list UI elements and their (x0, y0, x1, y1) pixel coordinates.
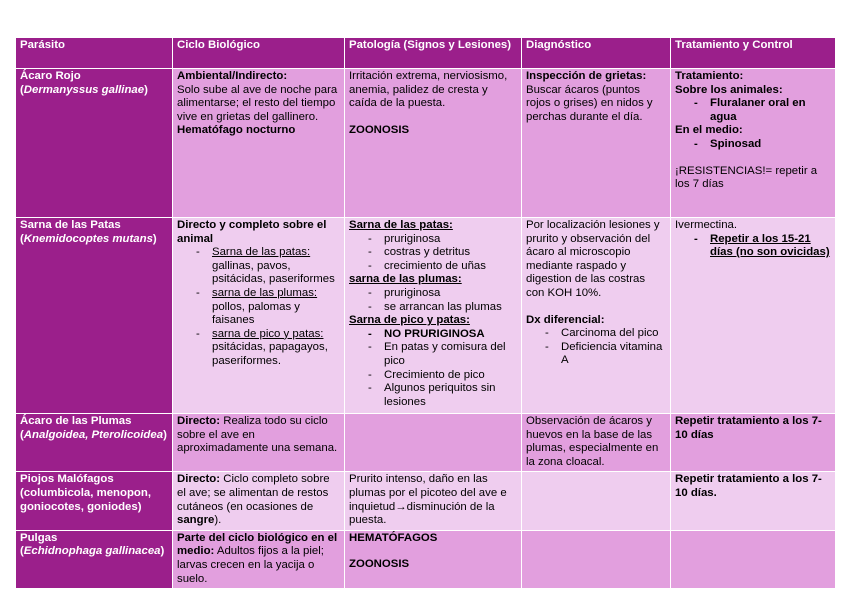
diagnostico-cell (522, 530, 671, 588)
scientific-name: Analgoidea, Pterolicoidea (23, 428, 164, 441)
table-row (16, 414, 836, 472)
header-tratamiento: Tratamiento y Control (671, 38, 836, 69)
tratamiento-cell: Tratamiento: Sobre los animales: - Fluralaner oral en agua En el medio: - Spinosad ¡RESISTENCIAS!= repetir a los 7 días (671, 69, 836, 218)
zoonosis-label: ZOONOSIS (349, 123, 410, 136)
parasite-name: Sarna de las Patas (20, 219, 121, 231)
parasite-cell: Piojos Malófagos (columbicola, menopon, goniocotes, goniodes) (16, 472, 173, 530)
diagnostico-cell (522, 472, 671, 530)
ciclo-cell: Ambiental/Indirecto: Solo sube al ave de noche para alimentarse; el resto del tiempo vive en grietas del gallinero. Hematófago nocturno (173, 69, 345, 218)
diagnostico-cell: Observación de ácaros y huevos en la base de las plumas, especialmente en la zona cloacal. (522, 414, 671, 472)
parasite-name: Pulgas (20, 531, 58, 544)
header-row (16, 38, 836, 69)
scientific-name: Echidnophaga gallinacea (23, 545, 161, 558)
ciclo-cell: Directo: Realiza todo su ciclo sobre el ave en aproximadamente una semana. (173, 414, 345, 472)
patologia-cell: Irritación extrema, nerviosismo, anemia, palidez de cresta y caída de la puesta. ZOONOSIS (345, 69, 522, 218)
table-row (16, 69, 836, 218)
ciclo-cell: Directo y completo sobre el animal - Sarna de las patas: gallinas, pavos, psitácidas, paseriformes - sarna de las plumas: pollos, palomas y faisanes - sarna de pico y patas: psitácidas, papagayos, paseriformes. (173, 218, 345, 414)
patologia-cell (345, 414, 522, 472)
patologia-cell: Sarna de las patas: - pruriginosa - costras y detritus - crecimiento de uñas sarna de las plumas: - pruriginosa - se arrancan las plumas Sarna de pico y patas: - NO PRURIGINOSA - En patas y comisura del pico - Crecimiento de pico - Algunos periquitos sin lesiones (345, 218, 522, 414)
scientific-name: Dermanyssus gallinae (23, 83, 145, 96)
scientific-name: Knemidocoptes mutans (23, 232, 153, 245)
header-parasito: Parásito (16, 38, 173, 69)
table-row (16, 530, 836, 588)
parasite-cell: Ácaro de las Plumas (Analgoidea, Pterolicoidea) (16, 414, 173, 472)
header-diagnostico: Diagnóstico (522, 38, 671, 69)
parasite-cell: Pulgas (Echidnophaga gallinacea) (16, 530, 173, 588)
parasite-cell: Sarna de las Patas (Knemidocoptes mutans) (16, 218, 173, 414)
parasite-table (15, 37, 836, 589)
list-item: - sarna de pico y patas: psitácidas, papagayos, paseriformes. (196, 328, 340, 369)
table-row (16, 472, 836, 530)
parasite-name: Ácaro Rojo (20, 70, 81, 82)
list-item: - Sarna de las patas: gallinas, pavos, psitácidas, paseriformes (196, 246, 340, 287)
zoonosis-label: ZOONOSIS (349, 558, 410, 571)
tratamiento-cell: Ivermectina. - Repetir a los 15-21 días (no son ovicidas) (671, 218, 836, 414)
table-row (16, 218, 836, 414)
list-item: - sarna de las plumas: pollos, palomas y faisanes (196, 287, 340, 328)
diagnostico-cell: Por localización lesiones y prurito y observación del ácaro al microscopio mediante raspado y digestion de las costras con KOH 10%. Dx diferencial: - Carcinoma del pico - Deficiencia vitamina A (522, 218, 671, 414)
diagnostico-cell: Inspección de grietas: Buscar ácaros (puntos rojos o grises) en nidos y perchas durante el día. (522, 69, 671, 218)
tratamiento-cell: Repetir tratamiento a los 7-10 días. (671, 472, 836, 530)
ciclo-cell: Parte del ciclo biológico en el medio: Adultos fijos a la piel; larvas crecen en la yacija o suelo. (173, 530, 345, 588)
header-patologia: Patología (Signos y Lesiones) (345, 38, 522, 69)
patologia-cell: Prurito intenso, daño en las plumas por el picoteo del ave e inquietud→disminución de la puesta. (345, 472, 522, 530)
header-ciclo: Ciclo Biológico (173, 38, 345, 69)
parasite-cell: Ácaro Rojo (Dermanyssus gallinae) (16, 69, 173, 218)
patologia-cell: HEMATÓFAGOS ZOONOSIS (345, 530, 522, 588)
tratamiento-cell: Repetir tratamiento a los 7-10 días (671, 414, 836, 472)
tratamiento-cell (671, 530, 836, 588)
parasite-name: Ácaro de las Plumas (20, 415, 132, 427)
parasite-name: Piojos Malófagos (20, 473, 114, 486)
ciclo-cell: Directo: Ciclo completo sobre el ave; se alimentan de restos cutáneos (en ocasiones de sangre). (173, 472, 345, 530)
